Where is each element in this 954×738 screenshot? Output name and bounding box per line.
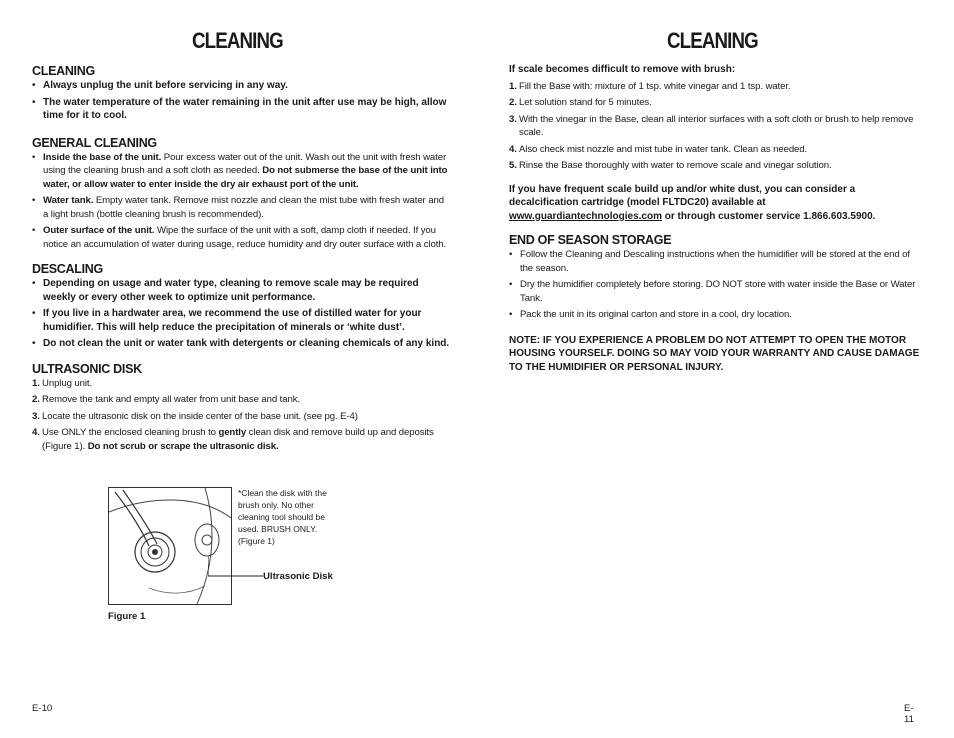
list-item: • Do not clean the unit or water tank with detergents or cleaning chemicals of any kind. (32, 337, 450, 351)
list-item: • Inside the base of the unit. Pour excess water out of the unit. Wash out the unit with fresh water using the cleaning brush and a soft cloth as needed. Do not submerse the base of the unit into water, or allow water to enter inside the dry air exhaust port of the unit. (32, 151, 450, 192)
list-item: 1. Fill the Base with: mixture of 1 tsp. white vinegar and 1 tsp. water. (509, 80, 791, 92)
list-item: • Depending on usage and water type, cleaning to remove scale may be required weekly or every other week to optimize unit performance. (32, 277, 450, 304)
descaling-list (32, 277, 450, 351)
left-content (32, 63, 450, 456)
right-content (509, 63, 921, 374)
list-item: • Dry the humidifier completely before storing. DO NOT store with water inside the Base or Water Tank. (509, 278, 921, 305)
list-item: • Always unplug the unit before servicing in any way. (32, 79, 450, 93)
page-title: CLEANING (192, 28, 283, 53)
list-item: • If you live in a hardwater area, we recommend the use of distilled water for your humidifier. This will help reduce the precipitation of minerals or ‘white dust’. (32, 307, 450, 334)
figure-caption: Figure 1 (108, 611, 146, 622)
list-item: 3. With the vinegar in the Base, clean all interior surfaces with a soft cloth or brush to help remove scale. (509, 113, 914, 138)
guardian-website-link[interactable]: www.guardiantechnologies.com (509, 210, 662, 222)
storage-list (509, 248, 921, 322)
section-heading-general-cleaning: GENERAL CLEANING (32, 135, 157, 150)
warning-note: NOTE: IF YOU EXPERIENCE A PROBLEM DO NOT ATTEMPT TO OPEN THE MOTOR HOUSING YOURSELF. DOING SO MAY VOID YOUR WARRANTY AND CAUSE DAMAGE TO THE HUMIDIFIER OR PERSONAL INJURY. (509, 334, 920, 373)
list-item: 3. Locate the ultrasonic disk on the inside center of the base unit. (see pg. E-4) (32, 410, 358, 422)
section-heading-ultrasonic-disk: ULTRASONIC DISK (32, 361, 142, 376)
list-item: • Water tank. Empty water tank. Remove mist nozzle and clean the mist tube with fresh water and a light brush (bottle cleaning brush is recommended). (32, 194, 450, 221)
decalcification-paragraph: If you have frequent scale build up and/or white dust, you can consider a decalcification cartridge (model FLTDC20) available at www.guardiantechnologies.com or through customer service 1.866.603.5900. (509, 183, 876, 222)
general-cleaning-list (32, 151, 450, 252)
list-item: • Outer surface of the unit. Wipe the surface of the unit with a soft, damp cloth if needed. If you notice an accumulation of water during usage, reduce humidity and dry outer surface with a cloth. (32, 224, 450, 251)
list-item: 1. Unplug unit. (32, 377, 93, 389)
ultrasonic-steps (32, 377, 450, 454)
list-item: 4. Also check mist nozzle and mist tube in water tank. Clean as needed. (509, 143, 808, 155)
scale-steps (509, 80, 921, 173)
figure-note: *Clean the disk with the brush only. No other cleaning tool should be used. BRUSH ONLY. (Figure 1) (238, 488, 327, 546)
section-heading-end-of-season-storage: END OF SEASON STORAGE (509, 233, 672, 247)
list-item: • The water temperature of the water remaining in the unit after use may be high, allow time for it to cool. (32, 96, 450, 123)
ultrasonic-disk-illustration (109, 488, 231, 604)
cleaning-list (32, 79, 450, 123)
page-title: CLEANING (667, 28, 758, 53)
figure-1-illustration (108, 487, 232, 605)
list-item: 5. Rinse the Base thoroughly with water to remove scale and vinegar solution. (509, 160, 832, 171)
page-number: E-11 (904, 703, 914, 725)
right-page (509, 0, 921, 738)
callout-line (208, 556, 268, 578)
left-page (32, 0, 450, 738)
section-heading-cleaning: CLEANING (32, 64, 95, 78)
list-item: 2. Let solution stand for 5 minutes. (509, 97, 652, 108)
list-item: • Follow the Cleaning and Descaling instructions when the humidifier will be stored at the end of the season. (509, 248, 921, 275)
list-item: 2. Remove the tank and empty all water from unit base and tank. (32, 394, 300, 405)
page-number: E-10 (32, 703, 53, 714)
scale-intro: If scale becomes difficult to remove with brush: (509, 64, 736, 75)
section-heading-descaling: DESCALING (32, 262, 103, 276)
list-item: 4. Use ONLY the enclosed cleaning brush to gently clean disk and remove build up and deposits (Figure 1). Do not scrub or scrape the ultrasonic disk. (32, 427, 434, 452)
list-item: • Pack the unit in its original carton and store in a cool, dry location. (509, 308, 921, 322)
ultrasonic-disk-label: Ultrasonic Disk (263, 571, 333, 582)
